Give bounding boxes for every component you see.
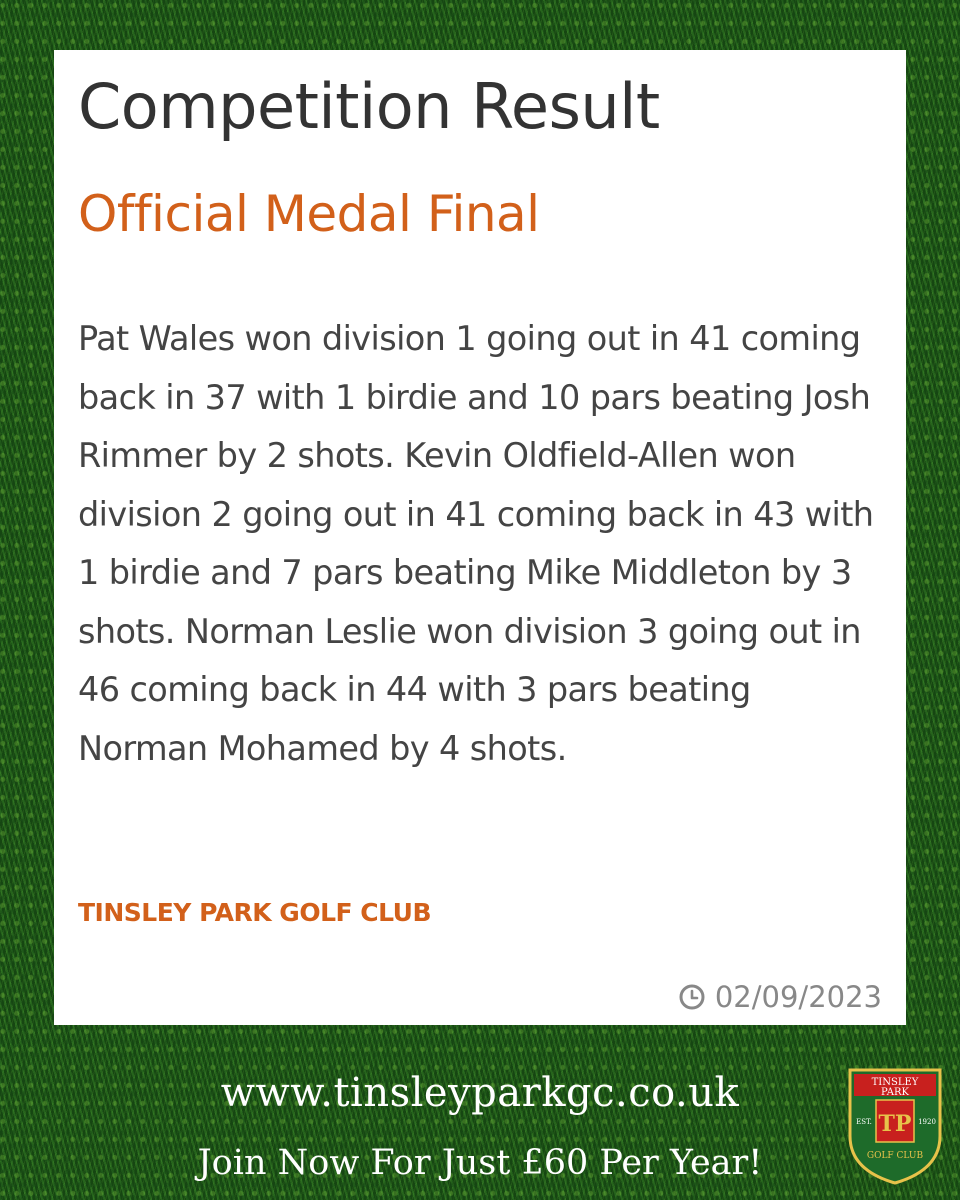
clock-icon [679,984,705,1010]
post-date [679,980,882,1014]
date-text: 02/09/2023 [714,980,882,1014]
club-crest-logo [846,1066,944,1186]
crest-monogram: TP [878,1111,912,1137]
crest-bottom-text: GOLF CLUB [866,1151,924,1161]
result-description: Pat Wales won division 1 going out in 41 coming back in 37 with 1 birdie and 10 pars beating Josh Rimmer by 2 shots. Kevin Oldfield-Allen won division 2 going out in 41 coming back in 43 with 1 birdie and 7 pars beating Mike Middleton by 3 shots. Norman Leslie won division 3 going out in 46 coming back in 44 with 3 pars beating Norman Mohamed by 4 shots. [78,319,874,768]
crest-est-label: EST. [856,1118,872,1126]
crest-top-text: TINSLEY [871,1077,919,1088]
website-url[interactable]: www.tinsleyparkgc.co.uk [220,1070,740,1116]
join-offer: Join Now For Just £60 Per Year! [197,1143,763,1183]
competition-subtitle: Official Medal Final [78,185,540,243]
club-name: TINSLEY PARK GOLF CLUB [78,898,432,927]
result-card [54,50,906,1025]
page-title: Competition Result [78,70,660,143]
crest-mid-text: PARK [880,1087,910,1098]
crest-year: 1920 [918,1118,936,1126]
